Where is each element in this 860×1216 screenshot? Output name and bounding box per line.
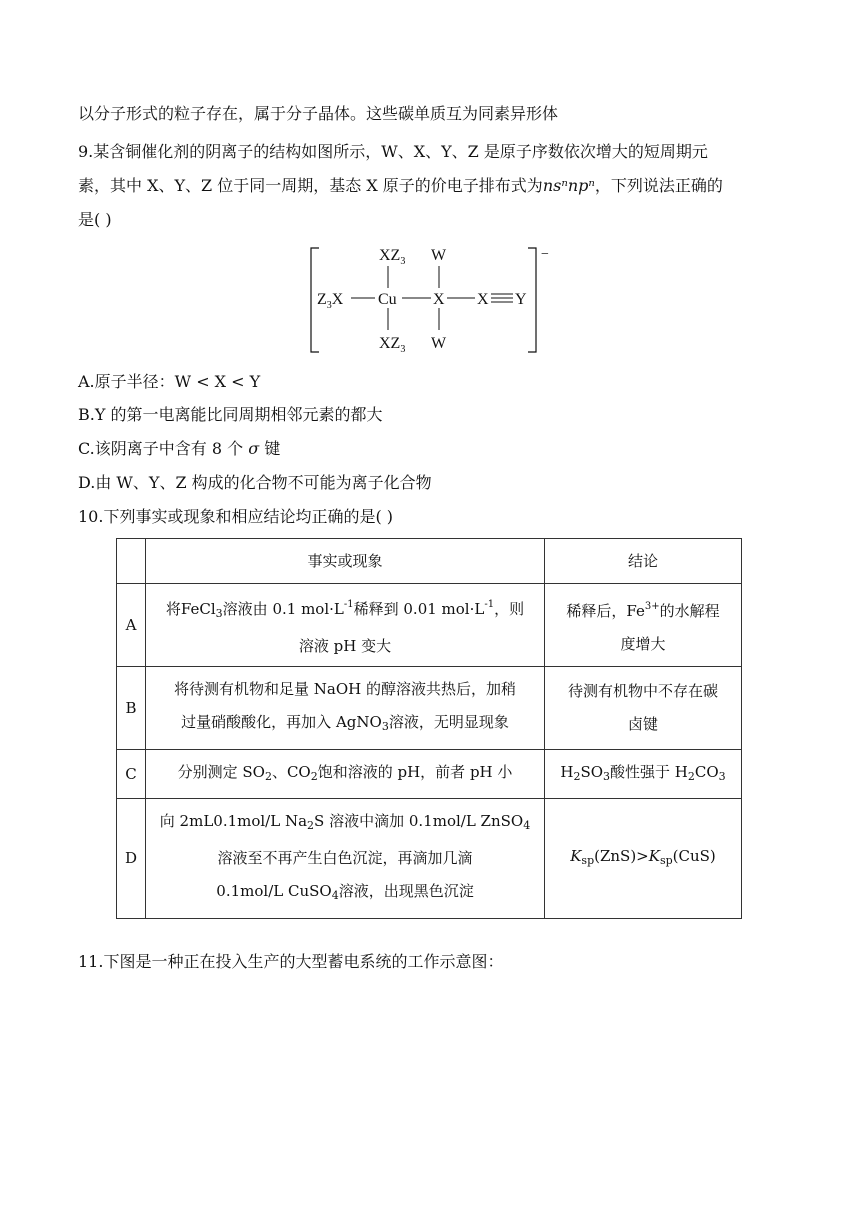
q9-option-b: B.Y 的第一电离能比同周期相邻元素的都大 [78, 405, 383, 424]
table-row-d [117, 799, 742, 919]
electron-config: nsⁿnpⁿ [542, 176, 595, 195]
y-atom: Y [515, 291, 527, 308]
q10-stem: 10.下列事实或现象和相应结论均正确的是( ) [78, 507, 394, 526]
sigma-symbol: σ [248, 439, 260, 458]
q9-stem-line2-a: 素，其中 X、Y、Z 位于同一周期，基态 X 原子的价电子排布式为 [78, 176, 543, 195]
row-c-conclusion: $H_2SO_3$酸性强于 $H_2CO_3$ [545, 750, 742, 799]
cu-atom: Cu [378, 291, 397, 308]
option-a-math: W < X < Y [174, 372, 261, 391]
row-c-label: C [117, 750, 146, 799]
top-left-group: $XZ_3$ [379, 247, 406, 267]
q9-option-d: D.由 W、Y、Z 构成的化合物不可能为离子化合物 [78, 473, 432, 492]
q9-option-a [78, 372, 260, 392]
q9-stem-line1: 9.某含铜催化剂的阴离子的结构如图所示，W、X、Y、Z 是原子序数依次增大的短周期元 [78, 142, 708, 161]
row-d-conclusion: $K_{sp}(ZnS)>K_{sp}(CuS)$ [545, 799, 742, 919]
q9-stem-line2 [78, 176, 723, 196]
q9-stem-line2-b: ，下列说法正确的 [594, 176, 723, 195]
q11-stem: 11.下图是一种正在投入生产的大型蓄电系统的工作示意图： [78, 952, 504, 971]
header-label-cell [117, 539, 146, 584]
header-conclusion: 结论 [545, 539, 742, 584]
bottom-left-group: $XZ_3$ [379, 335, 406, 355]
table-header-row [117, 539, 742, 584]
row-b-conclusion: 待测有机物中不存在碳 卤键 [545, 667, 742, 750]
q9-stem-line3: 是( ) [78, 210, 112, 229]
option-c-text: C.该阴离子中含有 8 个 [78, 439, 244, 458]
row-d-label: D [117, 799, 146, 919]
row-a-fact: 将FeCl$_3$溶液由 0.1 $mol\cdot L^{-1}$稀释到 0.01 $mol\cdot L^{-1}$，则 溶液 pH 变大 [146, 584, 545, 667]
q9-option-c [78, 439, 280, 459]
header-fact: 事实或现象 [146, 539, 545, 584]
intro-text: 以分子形式的粒子存在，属于分子晶体。这些碳单质互为同素异形体 [78, 104, 559, 123]
charge-label: − [541, 247, 549, 262]
table-row-c [117, 750, 742, 799]
x-center-atom: X [433, 291, 445, 308]
x-right-atom: X [477, 291, 489, 308]
left-group: $Z_3X$ [317, 291, 344, 311]
option-c-suffix: 键 [264, 439, 281, 458]
row-b-fact: 将待测有机物和足量 NaOH 的醇溶液共热后，加稍 过量硝酸酸化，再加入 AgNO$_3$溶液，无明显现象 [146, 667, 545, 750]
row-a-label: A [117, 584, 146, 667]
anion-structure-diagram [305, 236, 565, 358]
right-bracket [528, 248, 536, 352]
option-a-text: A.原子半径： [78, 372, 175, 391]
row-d-fact: 向 2mL0.1mol/L $Na_2S$ 溶液中滴加 0.1mol/L ZnSO$_4$ 溶液至不再产生白色沉淀，再滴加几滴 0.1mol/L CuSO$_4$溶液，出现黑色沉淀 [146, 799, 545, 919]
q10-table [116, 538, 742, 919]
table-row-b [117, 667, 742, 750]
row-a-conclusion: 稀释后，$Fe^{3+}$的水解程 度增大 [545, 584, 742, 667]
row-b-label: B [117, 667, 146, 750]
bottom-right-atom: W [431, 335, 447, 352]
top-right-atom: W [431, 247, 447, 264]
row-c-fact: 分别测定 $SO_2$、$CO_2$饱和溶液的 pH，前者 pH 小 [146, 750, 545, 799]
table-row-a [117, 584, 742, 667]
